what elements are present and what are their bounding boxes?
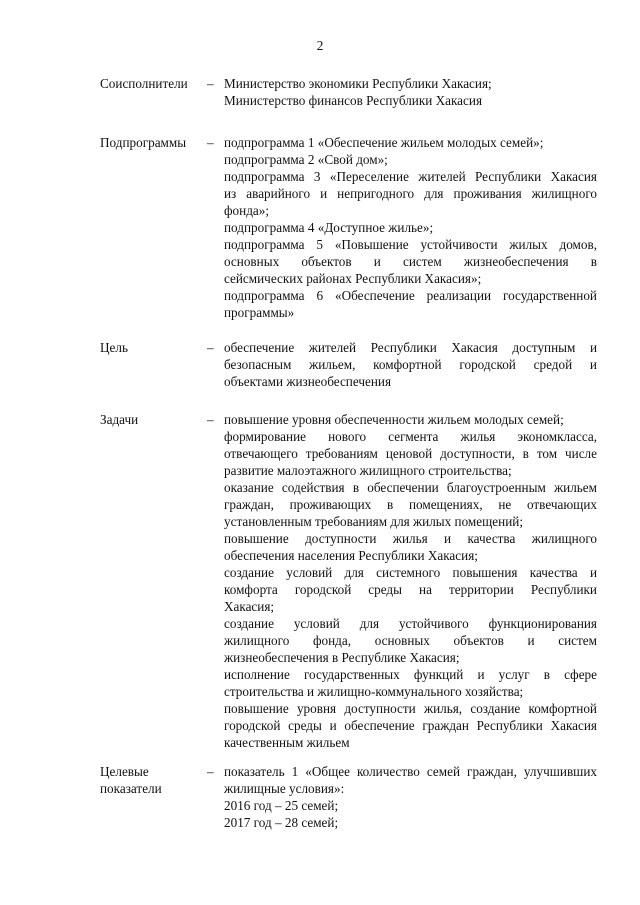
section-label-line: Задачи (100, 412, 139, 427)
page-number: 2 (316, 38, 324, 53)
content-line: жилищного фонда, основных объектов и систем (224, 633, 597, 648)
section-content (224, 75, 597, 109)
content-line: подпрограмма 5 «Повышение устойчивости жилых домов, (224, 237, 597, 252)
content-line: создание условий для устойчивого функционирования (224, 616, 597, 631)
content-line: строительства и жилищно-коммунального хозяйства; (224, 684, 524, 699)
content-line: обеспечения населения Республики Хакасия; (224, 548, 478, 563)
content-line: комфорта городской среды на территории Республики (224, 582, 597, 597)
content-line: подпрограмма 6 «Обеспечение реализации государственной (224, 288, 597, 303)
content-line: повышение уровня обеспеченности жильем молодых семей; (224, 412, 564, 427)
content-line: формирование нового сегмента жилья экономкласса, (224, 429, 597, 444)
section-label-line: Соисполнители (100, 76, 188, 91)
content-line: показатель 1 «Общее количество семей граждан, улучшивших (224, 764, 597, 779)
content-line: отвечающего требованиям ценовой доступности, в том числе (224, 446, 597, 461)
content-line: подпрограмма 2 «Свой дом»; (224, 152, 388, 167)
section-dash: – (207, 412, 214, 427)
content-line: повышение уровня доступности жилья, создание комфортной (224, 701, 597, 716)
content-line: программы» (224, 305, 295, 320)
content-line: объектами жизнеобеспечения (224, 374, 392, 389)
content-line: сейсмических районах Республики Хакасия»; (224, 271, 482, 286)
section-dash: – (207, 764, 214, 779)
section-label (100, 763, 205, 797)
content-line: подпрограмма 4 «Доступное жилье»; (224, 220, 434, 235)
content-line: жилищные условия»: (224, 781, 345, 796)
section-dash: – (207, 340, 214, 355)
content-line: безопасным жильем, комфортной городской средой и (224, 357, 597, 372)
content-line: Министерство экономики Республики Хакасия; (224, 76, 492, 91)
section-dash: – (207, 135, 214, 150)
content-line: из аварийного и непригодного для проживания жилищного (224, 186, 597, 201)
content-line: фонда»; (224, 203, 270, 218)
section-dash: – (207, 76, 214, 91)
content-line: исполнение государственных функций и услуг в сфере (224, 667, 597, 682)
section-label (100, 339, 205, 356)
content-line: обеспечение жителей Республики Хакасия доступным и (224, 340, 597, 355)
content-line: 2017 год – 28 семей; (224, 815, 339, 830)
content-line: повышение доступности жилья и качества жилищного (224, 531, 597, 546)
content-line: городской среды и обеспечение граждан Республики Хакасия (224, 718, 597, 733)
content-line: развитие малоэтажного жилищного строительства; (224, 463, 512, 478)
section-content (224, 134, 597, 321)
section-content (224, 411, 597, 751)
content-line: создание условий для системного повышения качества и (224, 565, 597, 580)
content-line: граждан, проживающих в помещениях, не отвечающих (224, 497, 597, 512)
section-label-line: показатели (100, 781, 162, 796)
content-line: основных объектов и систем жизнеобеспечения в (224, 254, 597, 269)
content-line: качественным жильем (224, 735, 350, 750)
content-line: подпрограмма 1 «Обеспечение жильем молодых семей»; (224, 135, 544, 150)
section-label-line: Цель (100, 340, 128, 355)
section-label (100, 75, 205, 92)
content-line: Министерство финансов Республики Хакасия (224, 93, 483, 108)
content-line: Хакасия; (224, 599, 275, 614)
section-content (224, 339, 597, 390)
section-label-line: Подпрограммы (100, 135, 187, 150)
content-line: оказание содействия в обеспечении благоустроенным жильем (224, 480, 597, 495)
content-line: установленным требованиям для жилых помещений; (224, 514, 523, 529)
content-line: подпрограмма 3 «Переселение жителей Республики Хакасия (224, 169, 597, 184)
section-label (100, 411, 205, 428)
section-content (224, 763, 597, 831)
section-label-line: Целевые (100, 764, 149, 779)
content-line: 2016 год – 25 семей; (224, 798, 339, 813)
section-label (100, 134, 205, 151)
content-line: жизнеобеспечения в Республике Хакасия; (224, 650, 460, 665)
